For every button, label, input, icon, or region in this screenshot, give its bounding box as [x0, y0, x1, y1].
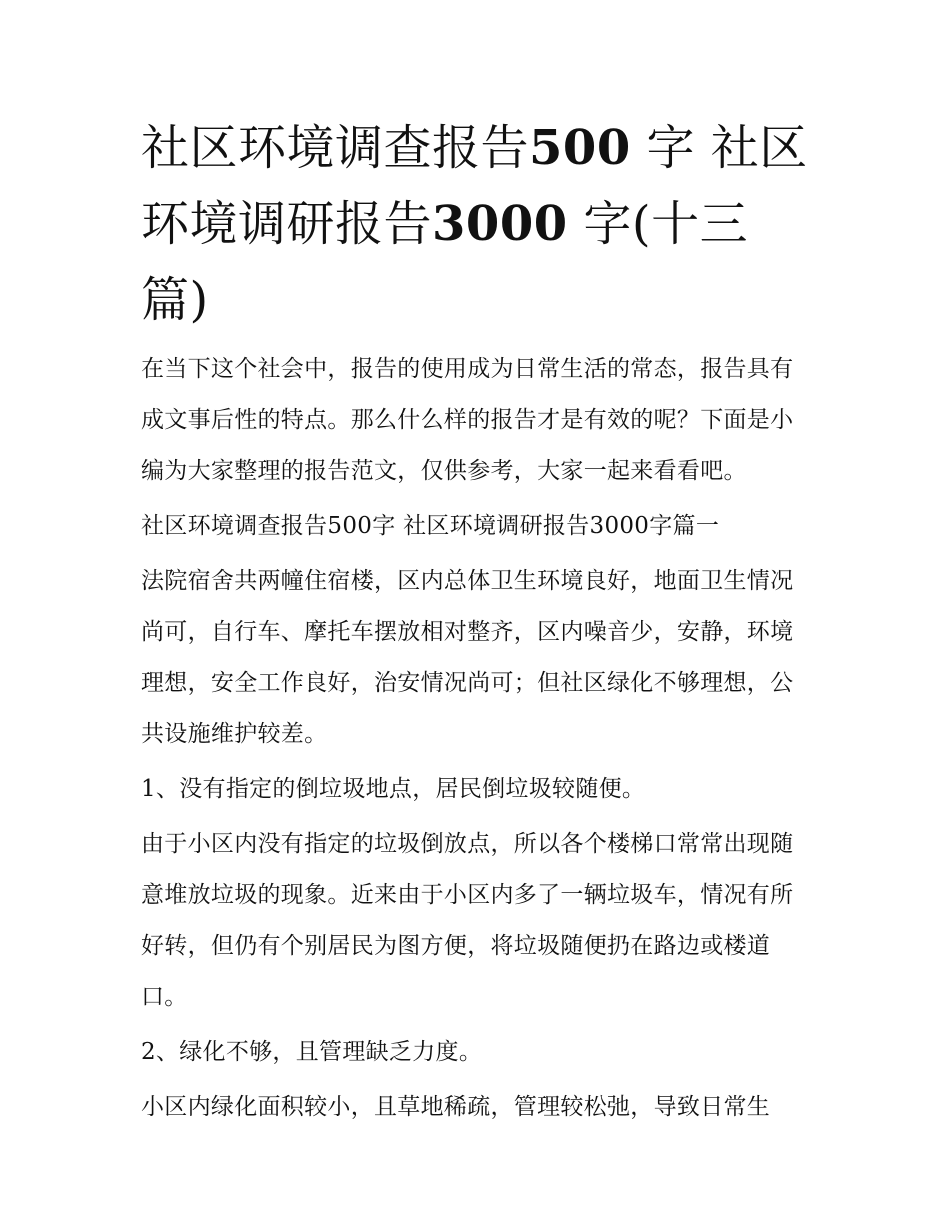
- issue-heading-2: 2、绿化不够，且管理缺乏力度。: [141, 1039, 483, 1065]
- body-paragraph: 法院宿舍共两幢住宿楼，区内总体卫生环境良好，地面卫生情况尚可，自行车、摩托车摆放相对整齐，区内噪音少，安静，环境理想，安全工作良好，治安情况尚可；但社区绿化不够理想，公共设施维护较差。: [141, 568, 794, 747]
- body-paragraph: 由于小区内没有指定的垃圾倒放点，所以各个楼梯口常常出现随意堆放垃圾的现象。近来由于小区内多了一辆垃圾车，情况有所好转，但仍有个别居民为图方便，将垃圾随便扔在路边或楼道口。: [141, 831, 794, 1010]
- title-number-2: 3000: [432, 196, 568, 252]
- document-title: [141, 110, 813, 338]
- title-text-2: 字 社区环境调研报告: [141, 120, 808, 252]
- document-body: [141, 110, 813, 1137]
- body-paragraph: 小区内绿化面积较小，且草地稀疏，管理较松弛，导致日常生: [141, 1094, 771, 1120]
- title-text-1: 社区环境调查报告: [141, 120, 530, 176]
- intro-paragraph: 在当下这个社会中，报告的使用成为日常生活的常态，报告具有成文事后性的特点。那么什么样的报告才是有效的呢？下面是小编为大家整理的报告范文，仅供参考，大家一起来看看吧。: [141, 356, 794, 484]
- section-heading: 社区环境调查报告500字 社区环境调研报告3000字篇一: [141, 513, 720, 539]
- title-text-3: 字(十三篇): [141, 196, 749, 328]
- issue-heading-1: 1、没有指定的倒垃圾地点，居民倒垃圾较随便。: [141, 776, 646, 802]
- title-number-1: 500: [529, 120, 631, 176]
